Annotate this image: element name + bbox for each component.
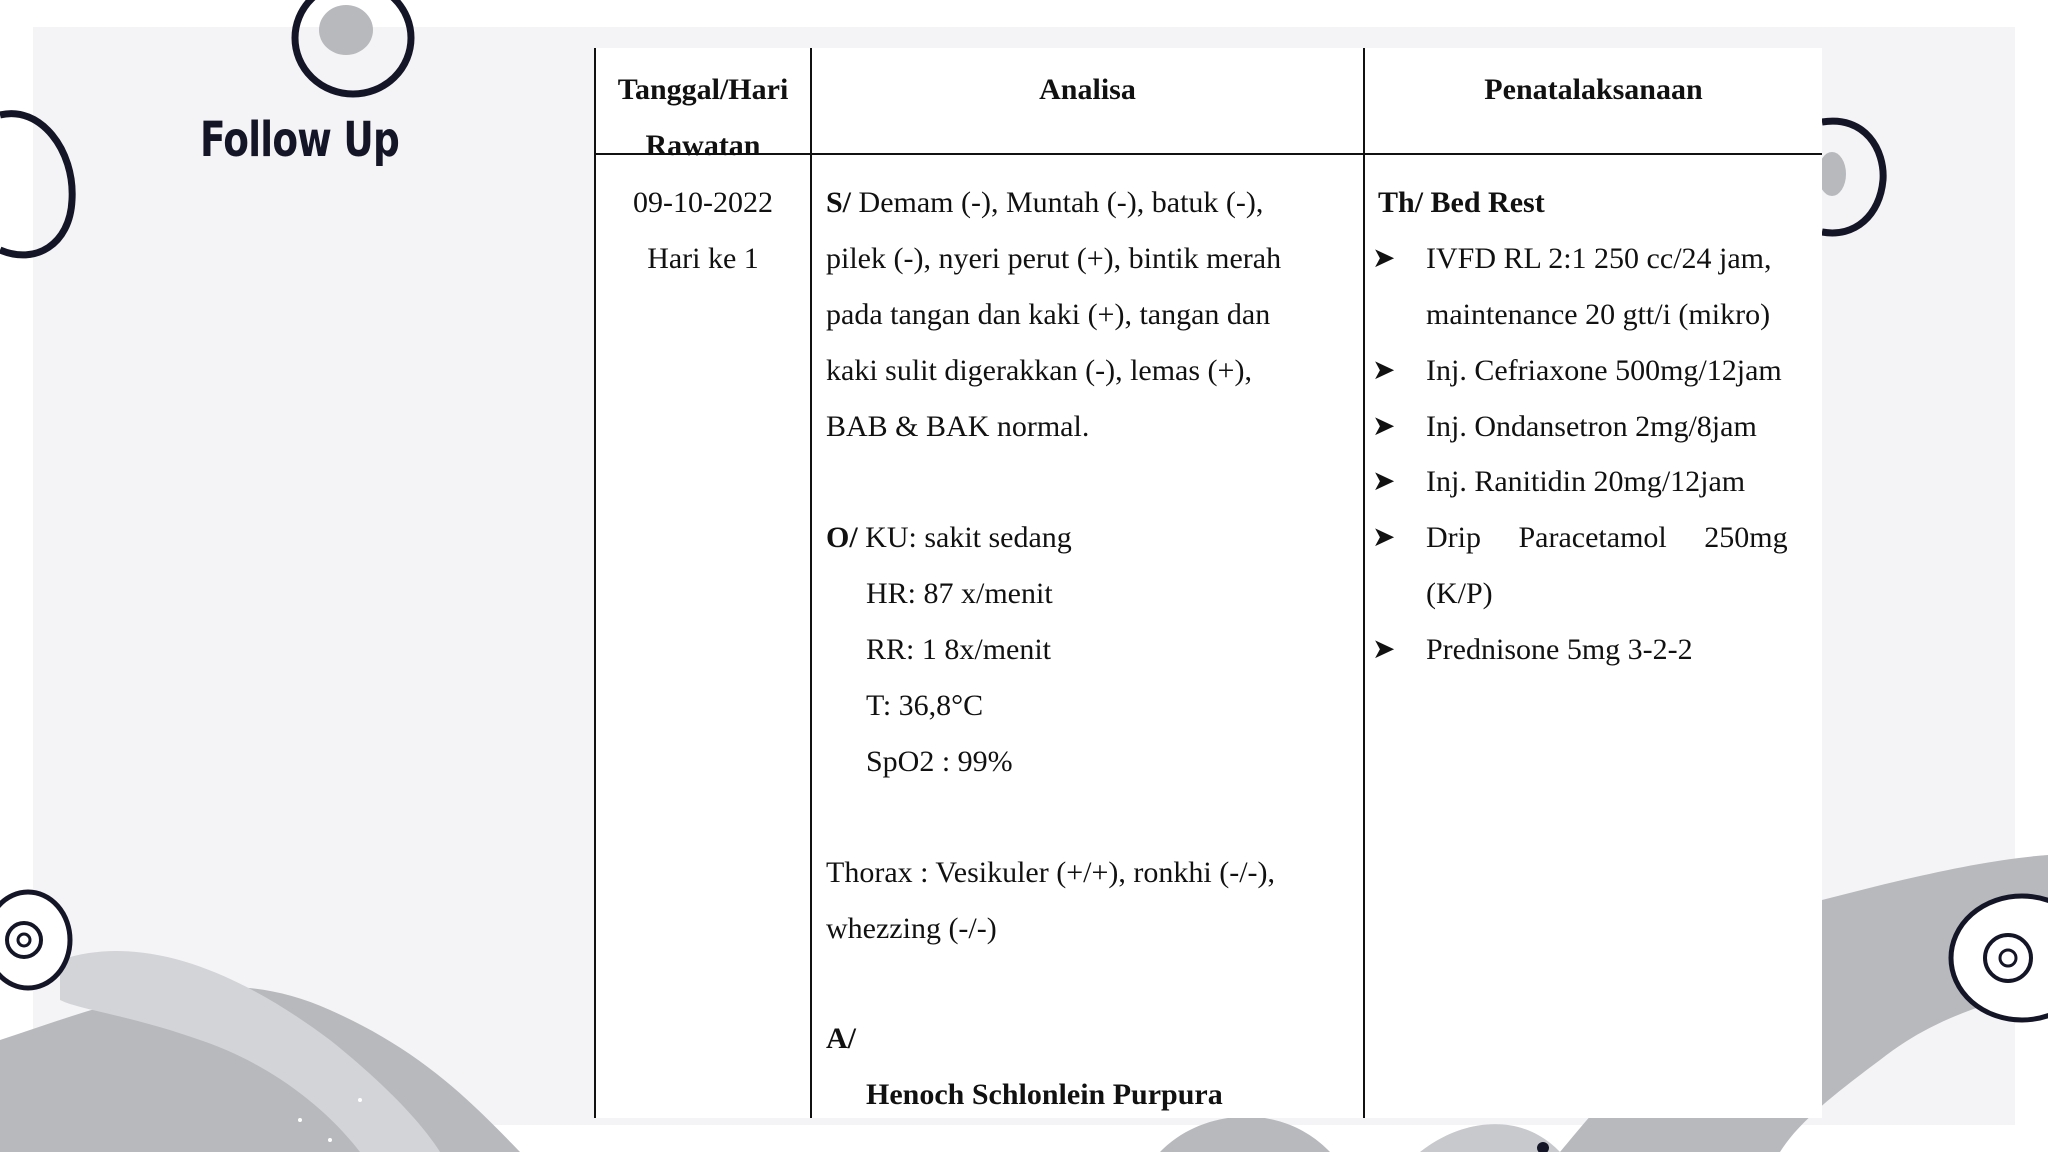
follow-up-table [594,48,1822,1118]
diagnosis-text: Henoch Schlonlein Purpura [866,1078,1223,1111]
thorax-text: whezzing (-/-) [826,912,997,945]
date-cell: 09-10-2022 [633,186,773,219]
arrowhead-bullet-icon: ➤ [1372,634,1396,665]
arrowhead-bullet-icon: ➤ [1372,411,1396,442]
target-left-outer [0,892,70,988]
arrowhead-bullet-icon: ➤ [1372,466,1396,497]
subjective-text: Demam (-), Muntah (-), batuk (-), [851,186,1264,219]
objective-line [826,510,1072,566]
arc-left [0,114,72,255]
arrowhead-bullet-icon: ➤ [1372,522,1396,553]
day-cell: Hari ke 1 [647,242,759,275]
circle-top-blob [319,5,373,55]
subjective-label: S/ [826,186,852,219]
thorax-text: Thorax : Vesikuler (+/+), ronkhi (-/-), [826,856,1276,889]
subjective-text: kaki sulit digerakkan (-), lemas (+), [826,354,1252,387]
subjective-text: BAB & BAK normal. [826,410,1090,443]
vital-sign: HR: 87 x/menit [866,577,1053,610]
treatment-item: (K/P) [1426,577,1493,610]
vital-sign: T: 36,8°C [866,689,984,722]
speckle-dot [298,1118,302,1122]
vital-sign: SpO2 : 99% [866,745,1013,778]
subjective-line [826,175,1263,231]
arrowhead-bullet-icon: ➤ [1372,355,1396,386]
arrowhead-bullet-icon: ➤ [1372,243,1396,274]
treatment-item: IVFD RL 2:1 250 cc/24 jam, [1426,242,1772,275]
objective-text: KU: sakit sedang [857,521,1072,554]
treatment-item: Inj. Ranitidin 20mg/12jam [1426,465,1746,498]
speckle-dot [358,1098,362,1102]
treatment-item: Drip Paracetamol 250mg [1426,521,1788,554]
subjective-text: pilek (-), nyeri perut (+), bintik merah [826,242,1282,275]
arc-right-blob [1818,152,1846,196]
page-title: Follow Up [200,112,399,168]
table-divider-2 [1363,48,1365,1118]
treatment-item: maintenance 20 gtt/i (mikro) [1426,298,1771,331]
treatment-item: Inj. Cefriaxone 500mg/12jam [1426,354,1782,387]
header-analysis: Analisa [1039,73,1136,106]
objective-label: O/ [826,521,858,554]
header-date-line2: Rawatan [645,129,761,162]
speckle-dot [328,1138,332,1142]
header-date-line1: Tanggal/Hari [617,73,789,106]
assessment-label: A/ [826,1022,856,1055]
header-treatment: Penatalaksanaan [1484,73,1703,106]
treatment-item: Prednisone 5mg 3-2-2 [1426,633,1693,666]
subjective-text: pada tangan dan kaki (+), tangan dan [826,298,1271,331]
treatment-item: Inj. Ondansetron 2mg/8jam [1426,410,1757,443]
treatment-label: Th/ Bed Rest [1378,186,1545,219]
vital-sign: RR: 1 8x/menit [866,633,1052,666]
